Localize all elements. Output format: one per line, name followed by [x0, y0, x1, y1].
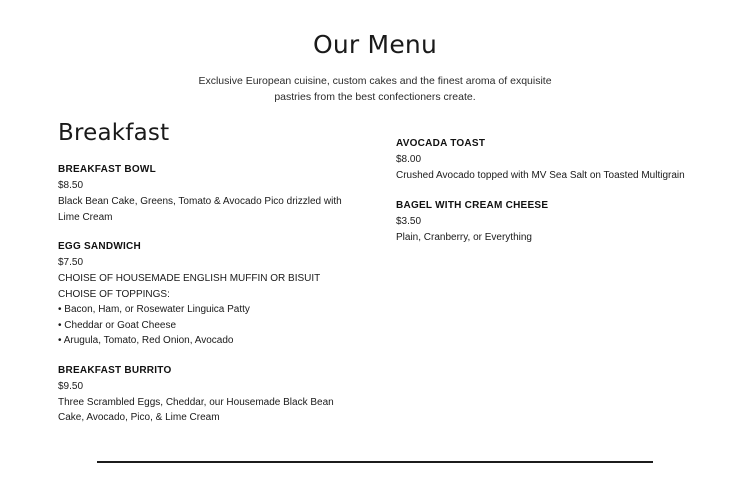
menu-item-name: BREAKFAST BURRITO [58, 364, 172, 376]
menu-item [58, 241, 386, 349]
menu-columns [0, 120, 750, 426]
menu-item [58, 365, 386, 426]
menu-item-option: • Bacon, Ham, or Rosewater Linguica Patty [58, 304, 250, 315]
menu-item-price: $7.50 [58, 257, 84, 268]
menu-item-name: BAGEL WITH CREAM CHEESE [396, 199, 549, 211]
section-heading-breakfast: Breakfast [58, 120, 170, 146]
menu-item-price: $8.00 [396, 154, 422, 165]
menu-item-description: Three Scrambled Eggs, Cheddar, our Housemade Black Bean Cake, Avocado, Pico, & Lime Cream [58, 396, 334, 423]
menu-item-price: $3.50 [396, 215, 422, 227]
menu-item-description: Plain, Cranberry, or Everything [396, 231, 532, 243]
menu-item-options [58, 302, 386, 349]
menu-item-description: CHOISE OF HOUSEMADE ENGLISH MUFFIN OR BISUIT CHOISE OF TOPPINGS: [58, 273, 321, 300]
menu-item-description: Crushed Avocado topped with MV Sea Salt on Toasted Multigrain [396, 170, 685, 181]
menu-item [396, 138, 692, 184]
menu-column-right [396, 120, 692, 426]
menu-subtitle: Exclusive European cuisine, custom cakes and the finest aroma of exquisite pastries from the best confectioners create. [198, 75, 552, 104]
menu-item [396, 200, 692, 246]
menu-item-description: Black Bean Cake, Greens, Tomato & Avocado Pico drizzled with Lime Cream [58, 196, 342, 223]
menu-item-name: BREAKFAST BOWL [58, 164, 156, 175]
menu-item-name: AVOCADA TOAST [396, 138, 486, 149]
menu-item-price: $9.50 [58, 380, 84, 392]
page-title: Our Menu [313, 30, 437, 59]
menu-header [0, 0, 750, 106]
footer-divider [97, 461, 653, 463]
menu-item [58, 164, 386, 225]
menu-item-option: • Cheddar or Goat Cheese [58, 319, 177, 331]
menu-column-left [58, 120, 396, 426]
menu-item-option: • Arugula, Tomato, Red Onion, Avocado [58, 335, 234, 346]
menu-item-name: EGG SANDWICH [58, 241, 141, 252]
menu-item-price: $8.50 [58, 180, 84, 191]
